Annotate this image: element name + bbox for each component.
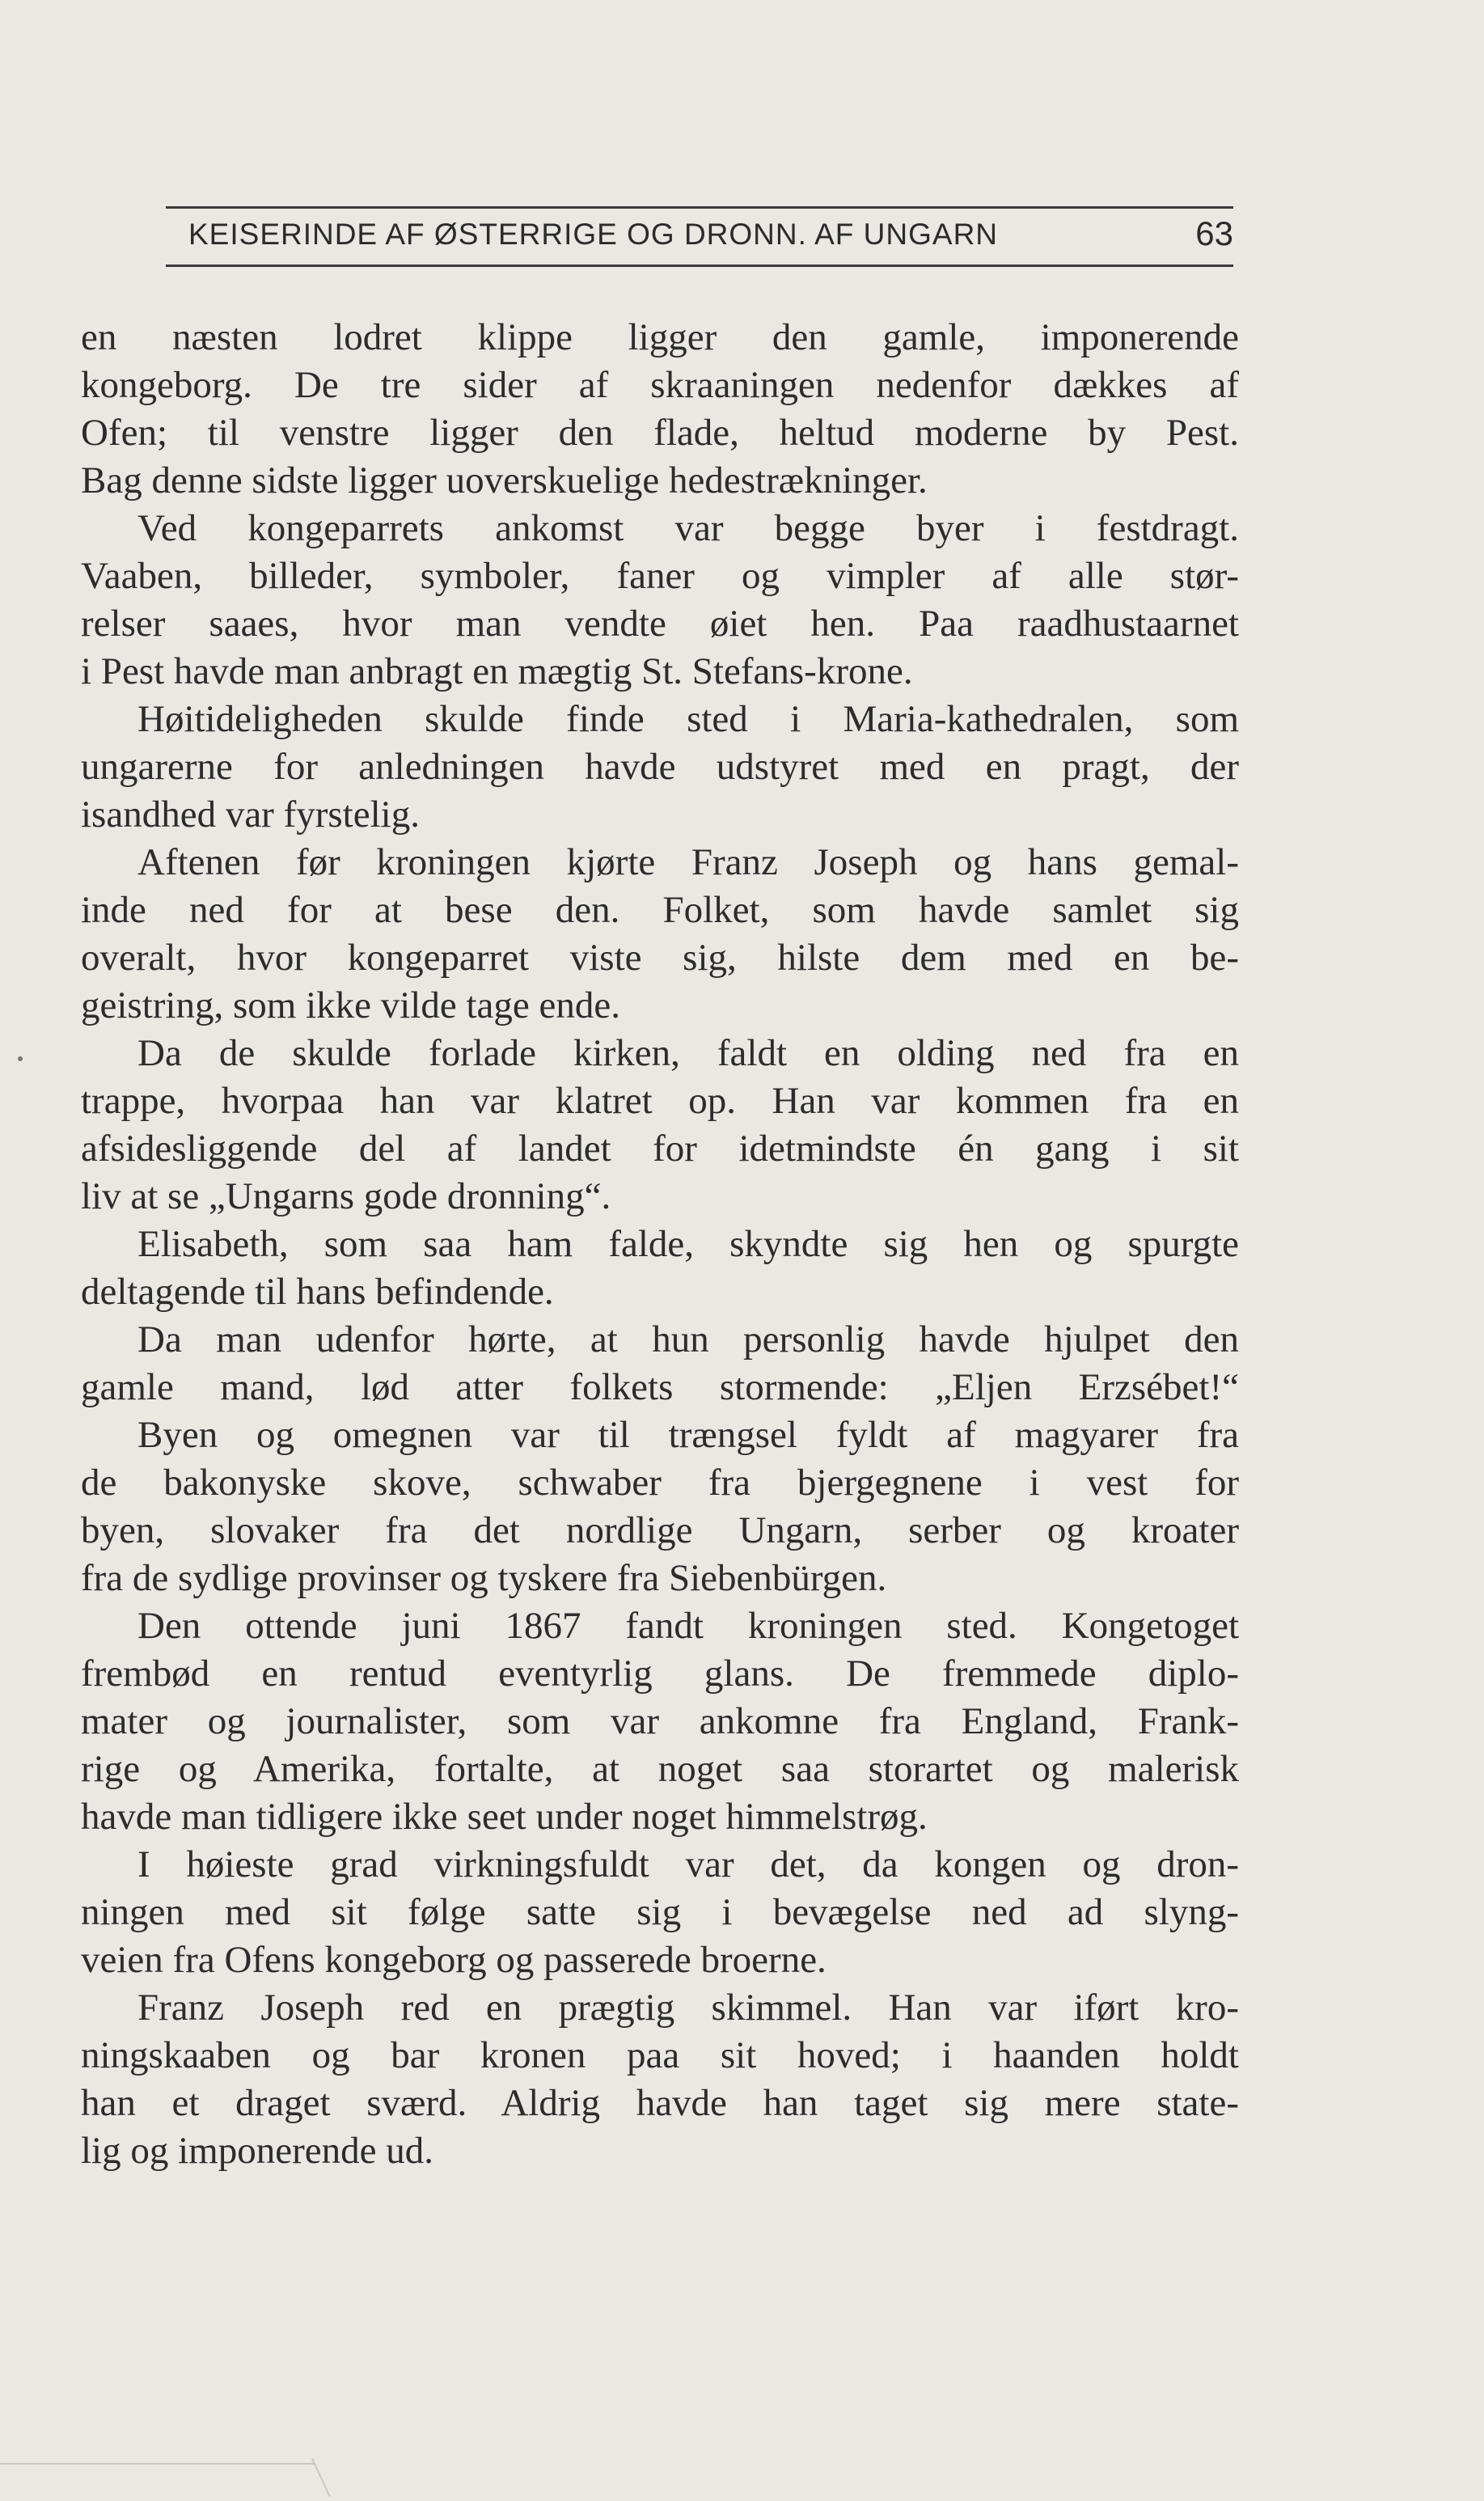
text-line: Elisabeth, som saa ham falde, skyndte sig hen og spurgte [137,1223,1239,1265]
text-line: afsidesliggende del af landet for idetmindste én gang i sit [81,1128,1239,1170]
text-line: deltagende til hans befindende. [81,1271,554,1313]
text-line: rige og Amerika, fortalte, at noget saa storartet og malerisk [81,1748,1239,1790]
text-line: de bakonyske skove, schwaber fra bjergegnene i vest for [81,1462,1239,1504]
text-line: en næsten lodret klippe ligger den gamle, imponerende [81,316,1239,358]
text-line: liv at se „Ungarns gode dronning“. [81,1175,611,1217]
text-line: fra de sydlige provinser og tyskere fra Siebenbürgen. [81,1557,887,1599]
text-line: Byen og omegnen var til trængsel fyldt af magyarer fra [137,1414,1239,1456]
text-line: han et draget sværd. Aldrig havde han taget sig mere state- [81,2082,1239,2124]
text-line: Da man udenfor hørte, at hun personlig havde hjulpet den [137,1318,1239,1361]
text-line: overalt, hvor kongeparret viste sig, hilste dem med en be- [81,937,1239,979]
text-line: havde man tidligere ikke seet under noget himmelstrøg. [81,1796,928,1838]
running-head: KEISERINDE AF ØSTERRIGE OG DRONN. AF UNGARN [188,218,999,251]
text-line: inde ned for at bese den. Folket, som havde samlet sig [81,889,1239,931]
text-line: i Pest havde man anbragt en mægtig St. Stefans-krone. [81,650,913,692]
text-line: Ved kongeparrets ankomst var begge byer i festdragt. [137,507,1239,549]
text-line: Ofen; til venstre ligger den flade, heltud moderne by Pest. [81,412,1239,454]
text-line: veien fra Ofens kongeborg og passerede broerne. [81,1939,827,1981]
text-line: ungarerne for anledningen havde udstyret med en pragt, der [81,746,1239,788]
text-line: ningen med sit følge satte sig i bevægelse ned ad slyng- [81,1891,1239,1933]
text-line: kongeborg. De tre sider af skraaningen nedenfor dækkes af [81,364,1239,406]
text-line: Bag denne sidste ligger uoverskuelige hedestrækninger. [81,459,928,501]
body-text [81,314,1239,2175]
text-line: Franz Joseph red en prægtig skimmel. Han var iført kro- [137,1987,1239,2029]
text-line: geistring, som ikke vilde tage ende. [81,984,620,1026]
text-line: I høieste grad virkningsfuldt var det, da kongen og dron- [137,1843,1239,1885]
header-rule-bottom [166,264,1233,267]
text-line: frembød en rentud eventyrlig glans. De fremmede diplo- [81,1653,1239,1695]
text-line: gamle mand, lød atter folkets stormende: „Eljen Erzsébet!“ [81,1366,1239,1408]
text-line: Den ottende juni 1867 fandt kroningen sted. Kongetoget [137,1605,1239,1647]
text-line: trappe, hvorpaa han var klatret op. Han var kommen fra en [81,1080,1239,1122]
text-line: Da de skulde forlade kirken, faldt en olding ned fra en [137,1032,1239,1074]
text-line: Aftenen før kroningen kjørte Franz Joseph og hans gemal- [137,841,1239,883]
text-line: mater og journalister, som var ankomne fra England, Frank- [81,1700,1239,1742]
text-line: byen, slovaker fra det nordlige Ungarn, serber og kroater [81,1509,1239,1551]
text-line: relser saaes, hvor man vendte øiet hen. Paa raadhustaarnet [81,603,1239,645]
text-line: Høitideligheden skulde finde sted i Maria-kathedralen, som [137,698,1239,740]
page-number: 63 [1195,214,1233,252]
text-line: ningskaaben og bar kronen paa sit hoved; i haanden holdt [81,2034,1239,2076]
text-line: isandhed var fyrstelig. [81,793,420,836]
margin-speck [18,1056,23,1061]
header-rule-top [166,206,1233,209]
page-header [166,206,1233,267]
text-line: lig og imponerende ud. [81,2130,433,2172]
page-edge-line [0,2463,315,2465]
page-edge-corner [311,2458,331,2497]
text-line: Vaaben, billeder, symboler, faner og vimpler af alle stør- [81,555,1239,597]
